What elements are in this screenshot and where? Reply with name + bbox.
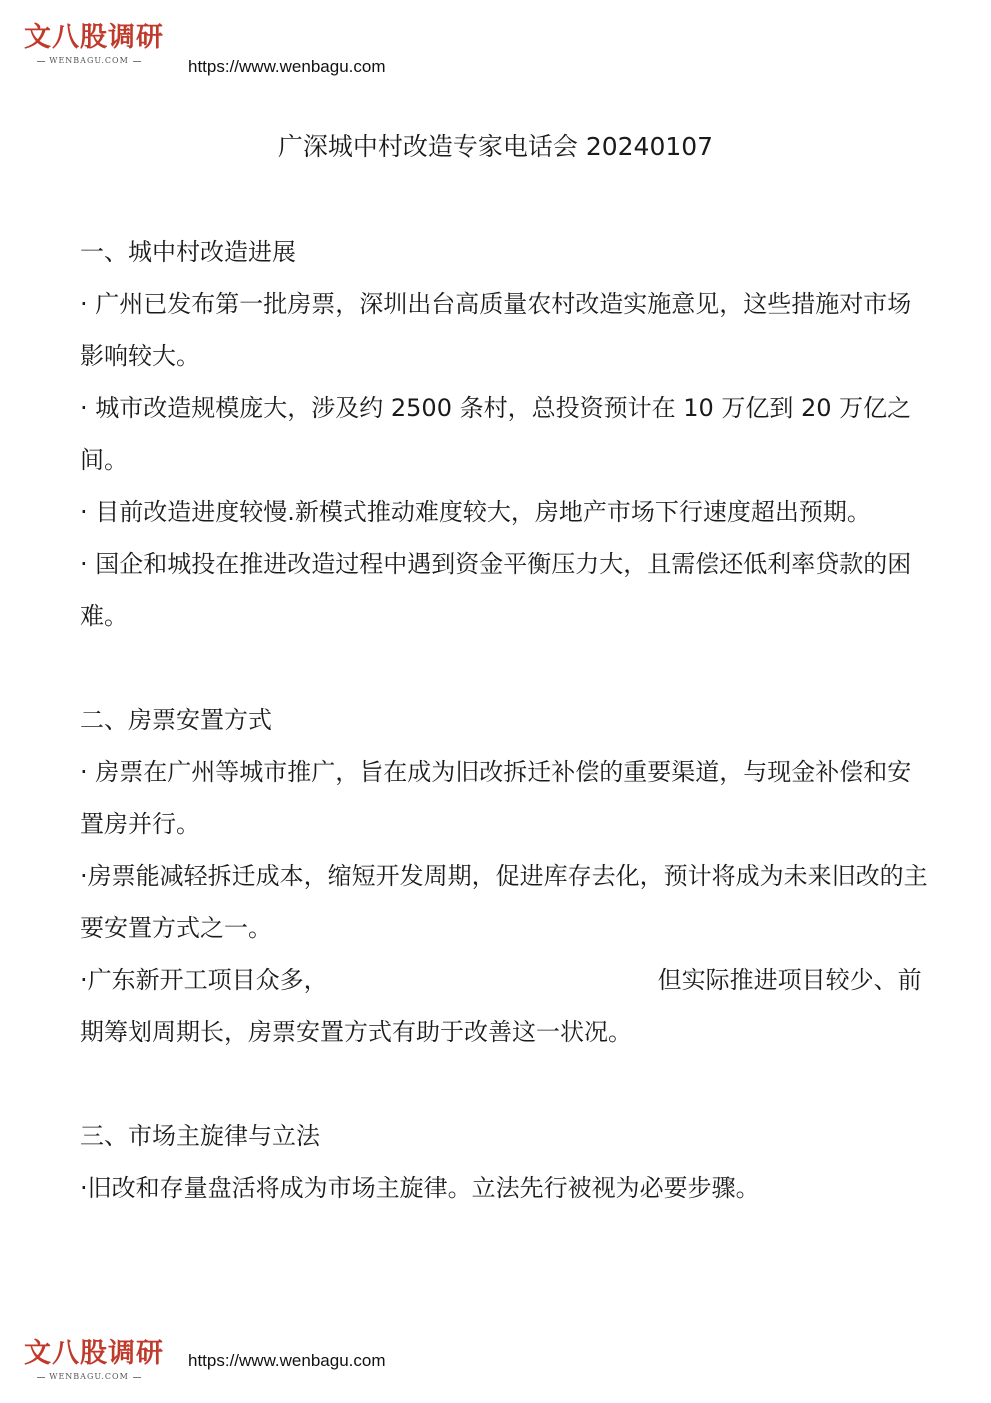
section-heading: 三、市场主旋律与立法: [80, 1122, 320, 1150]
brand-subtitle-text: WENBAGU.COM: [49, 56, 129, 65]
section-market-legislation: [80, 1110, 930, 1214]
document-body: [80, 226, 930, 1214]
footer-logo: [24, 1338, 176, 1382]
footer-url[interactable]: https://www.wenbagu.com: [188, 1351, 386, 1370]
bullet-paragraph: · 国企和城投在推进改造过程中遇到资金平衡压力大，且需偿还低利率贷款的困难。: [80, 550, 912, 630]
bullet-paragraph: · 目前改造进度较慢.新模式推动难度较大，房地产市场下行速度超出预期。: [80, 498, 871, 526]
bullet-paragraph: ·房票能减轻拆迁成本，缩短开发周期，促进库存去化，预计将成为未来旧改的主要安置方式之一。: [80, 862, 928, 942]
section-housing-voucher: [80, 694, 930, 1058]
header-logo: [24, 22, 176, 66]
bullet-paragraph: · 房票在广州等城市推广，旨在成为旧改拆迁补偿的重要渠道，与现金补偿和安置房并行。: [80, 758, 912, 838]
brand-name: 文八股调研: [24, 1338, 164, 1369]
bullet-paragraph: · 城市改造规模庞大，涉及约 2500 条村，总投资预计在 10 万亿到 20 万亿之间。: [80, 394, 912, 474]
brand-name: 文八股调研: [24, 22, 164, 53]
divider: [37, 1377, 45, 1378]
paragraph-start: ·广东新开工项目众多，: [80, 966, 328, 994]
section-heading: 一、城中村改造进展: [80, 238, 296, 266]
divider: [133, 61, 141, 62]
section-heading: 二、房票安置方式: [80, 706, 272, 734]
divider: [37, 61, 45, 62]
brand-subtitle-text: WENBAGU.COM: [49, 1372, 129, 1381]
bullet-paragraph: ·旧改和存量盘活将成为市场主旋律。立法先行被视为必要步骤。: [80, 1174, 760, 1202]
brand-subtitle: [24, 56, 154, 66]
bullet-paragraph-split: [80, 954, 930, 1058]
document-title: 广深城中村改造专家电话会 20240107: [277, 132, 714, 161]
section-progress: [80, 226, 930, 642]
header-url[interactable]: https://www.wenbagu.com: [188, 57, 386, 76]
paragraph-end: 但实际推进项目较少、前期筹划周期长，房票安置方式有助于改善这一状况。: [80, 966, 922, 1046]
bullet-paragraph: · 广州已发布第一批房票，深圳出台高质量农村改造实施意见，这些措施对市场影响较大。: [80, 290, 912, 370]
brand-subtitle: [24, 1372, 154, 1382]
divider: [133, 1377, 141, 1378]
